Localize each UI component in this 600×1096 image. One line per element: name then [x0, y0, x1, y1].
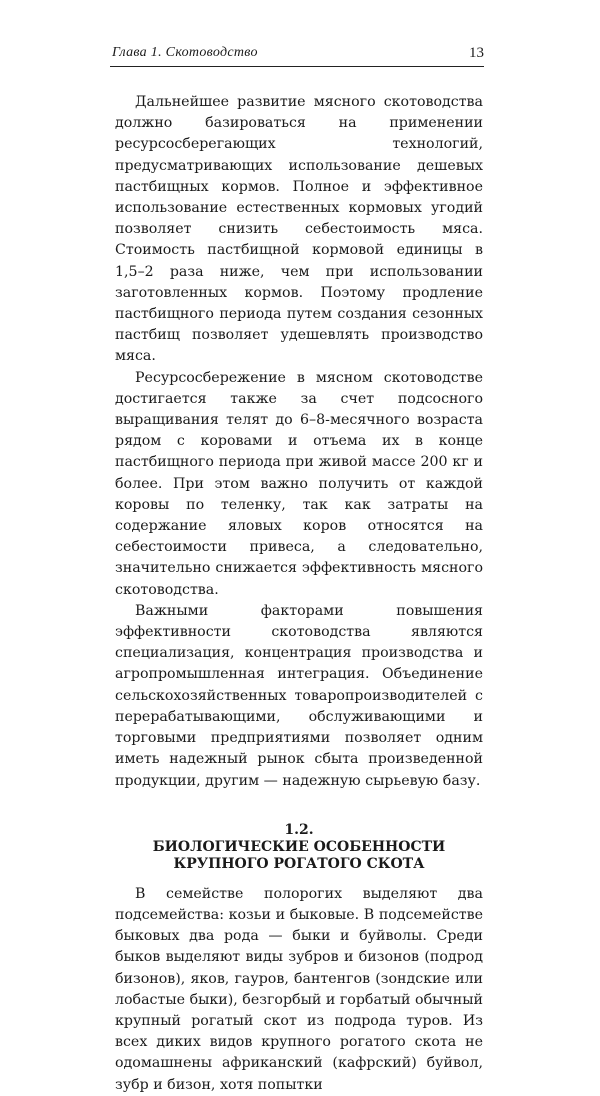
page-body — [115, 92, 483, 1096]
section-number: 1.2. — [284, 821, 314, 838]
chapter-title: Глава 1. Скотоводство — [112, 45, 258, 60]
section-paragraph-1: В семействе полорогих выделяют два подсемейства: козьи и быковые. В подсемействе быковых два рода — быки и буйволы. Среди быков выделяют виды зубров и бизонов (подрод бизонов), яков, гауров, бантенгов (зондские или лобастые быки), безгорбый и горбатый обычный крупный рогатый скот из подрода туров. Из всех диких видов крупного рогатого скота не одомашнены африканский (кафрский) буйвол, зубр и бизон, хотя попытки — [115, 885, 483, 1093]
paragraph-2: Ресурсосбережение в мясном скотоводстве достигается также за счет подсосного выращивания телят до 6–8-месячного возраста рядом с коровами и отъема их в конце пастбищного периода при живой массе 200 кг и более. При этом важно получить от каждой коровы по теленку, так как затраты на содержание яловых коров относятся на себестоимости привеса, а следовательно, значительно снижается эффективность мясного скотоводства. — [115, 369, 483, 598]
header-divider — [110, 66, 484, 67]
section-title-line-2: КРУПНОГО РОГАТОГО СКОТА — [173, 855, 425, 872]
page-number: 13 — [469, 45, 484, 61]
section-heading — [115, 822, 483, 873]
paragraph-1: Дальнейшее развитие мясного скотоводства должно базироваться на применении ресурсосберегающих технологий, предусматривающих использование дешевых пастбищных кормов. Полное и эффективное использование естественных кормовых угодий позволяет снизить себестоимость мяса. Стоимость пастбищной кормовой единицы в 1,5–2 раза ниже, чем при использовании заготовленных кормов. Поэтому продление пастбищного периода путем создания сезонных пастбищ позволяет удешевлять производство мяса. — [115, 94, 483, 365]
paragraph-3: Важными факторами повышения эффективности скотоводства являются специализация, концентрация производства и агропромышленная интеграция. Объединение сельскохозяйственных товаропроизводителей с перерабатывающими, обслуживающими и торговыми предприятиями позволяет одним иметь надежный рынок сбыта произведенной продукции, другим — надежную сырьевую базу. — [115, 602, 483, 789]
section-title-line-1: БИОЛОГИЧЕСКИЕ ОСОБЕННОСТИ — [152, 838, 446, 855]
